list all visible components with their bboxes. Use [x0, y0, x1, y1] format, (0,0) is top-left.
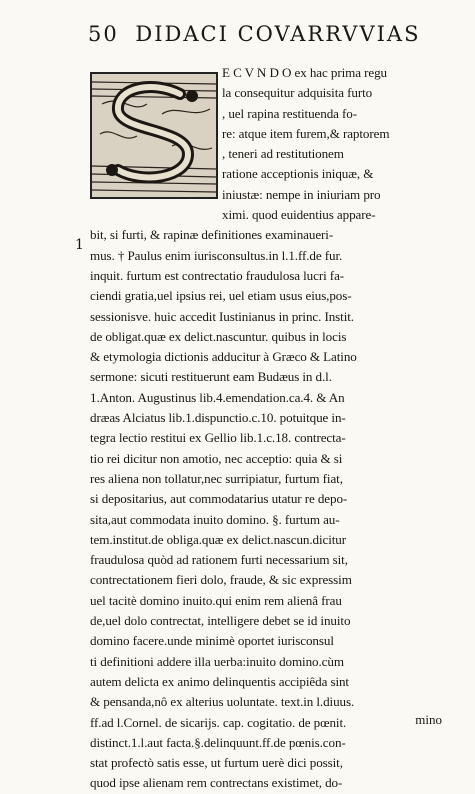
text-line: quod ipse alienam rem contrectans existimet, do-	[90, 775, 343, 791]
text-line: , teneri ad restitutionem	[222, 146, 344, 162]
text-line: , uel rapina restituenda fo-	[222, 105, 357, 121]
text-line: la consequitur adquisita furto	[222, 85, 373, 101]
text-line: sita,aut commodata inuito domino. §. furtum au-	[90, 511, 340, 527]
text-line: res aliena non tollatur,nec surripiatur, furtum fiat,	[90, 470, 343, 486]
text-line: ff.ad l.Cornel. de sicarijs. cap. cogitatio. de pœnit.	[90, 714, 347, 730]
text-line: uel tacitè domino inuito.qui enim rem alienâ frau	[90, 592, 342, 608]
text-line: fraudulosa quòd ad rationem furti necessarium sit,	[90, 552, 348, 568]
text-line: & pensanda,nô ex alterius uoluntate. text.in l.diuus.	[90, 694, 355, 710]
text-line: de obligat.quæ ex delict.nascuntur. quibus in locis	[90, 328, 347, 344]
text-line: ximi. quod euidentius appare-	[222, 207, 376, 223]
text-line: sessionisve. huic accedit Iustinianus in princ. Instit.	[90, 308, 354, 324]
text-line: contrectationem fieri dolo, fraude, & sic expressim	[90, 572, 352, 588]
text-line: iniustæ: nempe in iniuriam pro	[222, 186, 381, 202]
text-line: ratione acceptionis iniquæ, &	[222, 166, 374, 182]
text-line: E C V N D O ex hac prima regu	[222, 65, 387, 80]
text-line: tio rei dicitur non amotio, nec acceptio: quia & si	[90, 450, 343, 466]
text-line: de,uel dolo contrectat, intelligere debet se id inuito	[90, 613, 351, 629]
text-line: domino facere.unde minimè oportet iurisconsul	[90, 633, 334, 649]
page-number: 50	[88, 22, 119, 46]
catchword: mino	[415, 712, 442, 727]
text-line: tegra lectio restitui ex Gellio lib.1.c.18. contrecta-	[90, 430, 346, 446]
text-line: inquit. furtum est contrectatio fraudulosa lucri fa-	[90, 267, 345, 283]
text-line: tem.institut.de obliga.quæ ex delict.nascun.dicitur	[90, 531, 346, 547]
text-line: dræas Alciatus lib.1.dispunctio.c.10. potuitque in-	[90, 410, 346, 426]
text-line: & etymologia dictionis adducitur à Græco & Latino	[90, 349, 357, 365]
text-line: si depositarius, aut commodatarius utatur re depo-	[90, 491, 348, 507]
body-text	[90, 63, 435, 794]
text-line: 1.Anton. Augustinus lib.4.emendation.ca.4. & An	[90, 389, 345, 405]
margin-note-number: 1	[75, 237, 84, 253]
text-line: sermone: sicuti restituerunt eam Budæus in d.l.	[90, 369, 332, 385]
running-title: DIDACI COVARRVVIAS	[135, 22, 421, 46]
text-line: mus. † Paulus enim iurisconsultus.in l.1.ff.de fur.	[90, 247, 343, 263]
text-line: ti definitioni addere illa uerba:inuito domino.cùm	[90, 653, 344, 669]
text-line: autem delicta ex animo delinquentis accipiêda sint	[90, 673, 349, 689]
text-line: distinct.1.l.aut facta.§.delinquunt.ff.de pœnis.con-	[90, 734, 346, 750]
text-line: re: atque item furem,& raptorem	[222, 125, 390, 141]
running-header	[88, 22, 455, 46]
text-line: stat profectò satis esse, ut furtum uerè dici possit,	[90, 755, 343, 771]
text-line: bit, si furti, & rapinæ definitiones examinaueri-	[90, 227, 334, 243]
text-line: ciendi gratia,uel ipsius rei, uel etiam usus eius,pos-	[90, 288, 352, 304]
